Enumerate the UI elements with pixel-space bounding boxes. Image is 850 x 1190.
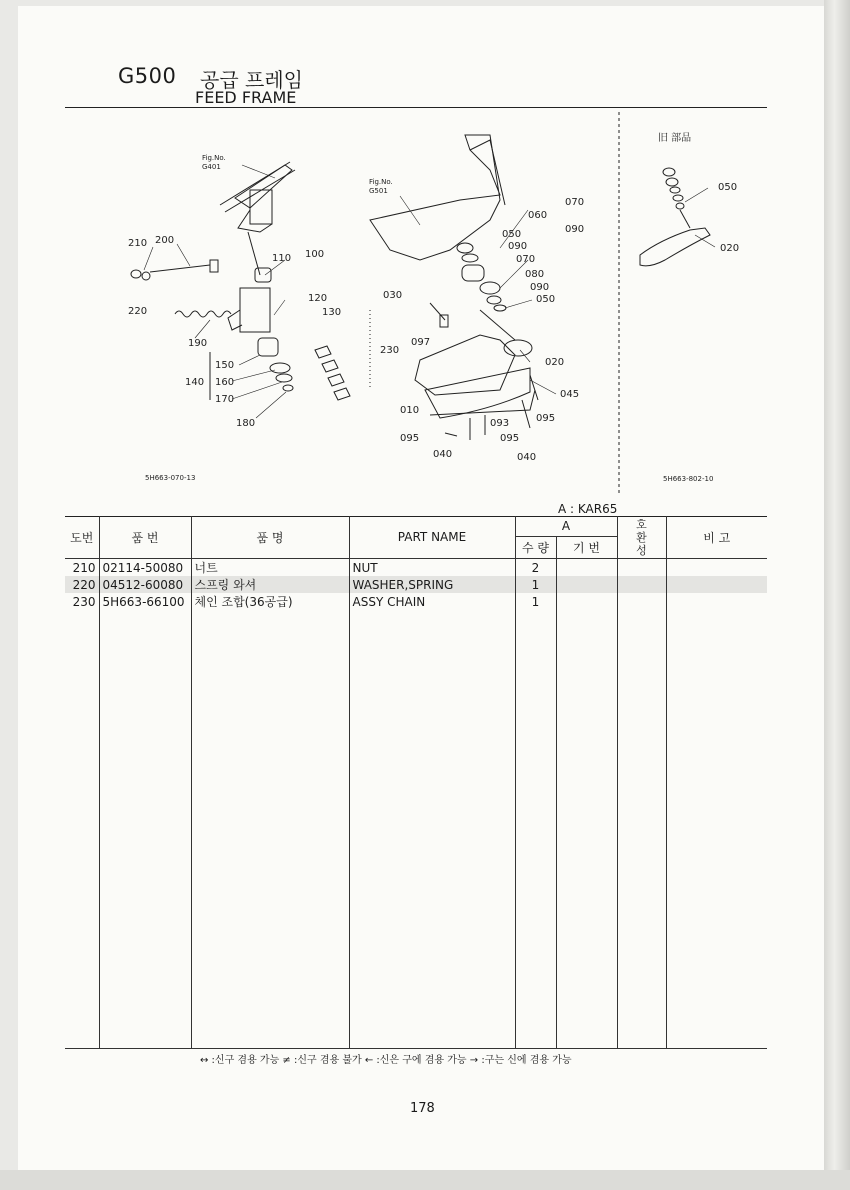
callout-old-020: 020 xyxy=(720,243,740,254)
callout-220: 220 xyxy=(128,306,148,317)
table-blank-area xyxy=(65,610,767,1049)
callout-210: 210 xyxy=(128,238,148,249)
callout-090: 090 xyxy=(565,224,585,235)
section-title-ko: 공급 프레임 xyxy=(200,68,303,92)
col-name-en: PART NAME xyxy=(349,516,515,559)
callout-095a: 095 xyxy=(536,413,556,424)
callout-095c: 095 xyxy=(500,433,520,444)
callout-150: 150 xyxy=(215,360,235,371)
drawing-number-left: 5H663-070-13 xyxy=(145,474,196,482)
callout-130: 130 xyxy=(322,307,342,318)
exploded-parts-diagram xyxy=(60,110,770,500)
callout-080: 080 xyxy=(525,269,545,280)
callout-120: 120 xyxy=(308,293,328,304)
col-remarks: 비 고 xyxy=(666,516,767,559)
callout-040b: 040 xyxy=(517,452,537,463)
table-row: 230 5H663-66100 체인 조합(36공급) ASSY CHAIN 1 xyxy=(65,593,767,610)
callout-093: 093 xyxy=(490,418,510,429)
col-base-no: 기 번 xyxy=(556,537,617,559)
callout-140: 140 xyxy=(185,377,205,388)
callout-180: 180 xyxy=(236,418,256,429)
col-interchange: 호 환 성 xyxy=(617,516,666,559)
callout-090c: 090 xyxy=(530,282,550,293)
callout-110: 110 xyxy=(272,253,292,264)
page-edge xyxy=(824,0,850,1190)
callout-170: 170 xyxy=(215,394,235,405)
callout-097: 097 xyxy=(411,337,431,348)
page-number: 178 xyxy=(410,1101,435,1116)
callout-050: 050 xyxy=(502,229,522,240)
old-parts-label: 旧 部品 xyxy=(658,133,692,144)
col-ref: 도번 xyxy=(65,516,99,559)
col-qty: 수 량 xyxy=(515,537,556,559)
col-name-ko: 품 명 xyxy=(191,516,349,559)
header-rule xyxy=(65,107,767,108)
fig-ref-1-label: Fig.No. xyxy=(202,154,226,162)
callout-020: 020 xyxy=(545,357,565,368)
callout-095b: 095 xyxy=(400,433,420,444)
callout-old-050: 050 xyxy=(718,182,738,193)
fig-ref-2-value: G501 xyxy=(369,187,388,195)
table-row: 210 02114-50080 너트 NUT 2 xyxy=(65,559,767,577)
fig-ref-2-label: Fig.No. xyxy=(369,178,393,186)
callout-230: 230 xyxy=(380,345,400,356)
callout-200: 200 xyxy=(155,235,175,246)
callout-060: 060 xyxy=(528,210,548,221)
model-note: A : KAR65 xyxy=(558,502,618,516)
callout-070: 070 xyxy=(565,197,585,208)
callout-030: 030 xyxy=(383,290,403,301)
drawing-number-right: 5H663-802-10 xyxy=(663,475,714,483)
parts-table xyxy=(65,516,767,1049)
section-title-en: FEED FRAME xyxy=(195,88,297,107)
page-bottom-edge xyxy=(0,1170,850,1190)
table-row: 220 04512-60080 스프링 와셔 WASHER,SPRING 1 xyxy=(65,576,767,593)
col-part-no: 품 번 xyxy=(99,516,191,559)
col-group-a: A xyxy=(515,516,617,537)
callout-190: 190 xyxy=(188,338,208,349)
callout-070b: 070 xyxy=(516,254,536,265)
callout-050b: 050 xyxy=(536,294,556,305)
fig-ref-1-value: G401 xyxy=(202,163,221,171)
compatibility-legend: ↔ :신구 겸용 가능 ≠ :신구 겸용 불가 ← :신은 구에 겸용 가능 → :구는 신에 겸용 가능 xyxy=(200,1055,572,1066)
callout-045: 045 xyxy=(560,389,580,400)
callout-160: 160 xyxy=(215,377,235,388)
callout-040a: 040 xyxy=(433,449,453,460)
callout-090b: 090 xyxy=(508,241,528,252)
callout-100: 100 xyxy=(305,249,325,260)
callout-010: 010 xyxy=(400,405,420,416)
section-code: G500 xyxy=(118,64,177,88)
